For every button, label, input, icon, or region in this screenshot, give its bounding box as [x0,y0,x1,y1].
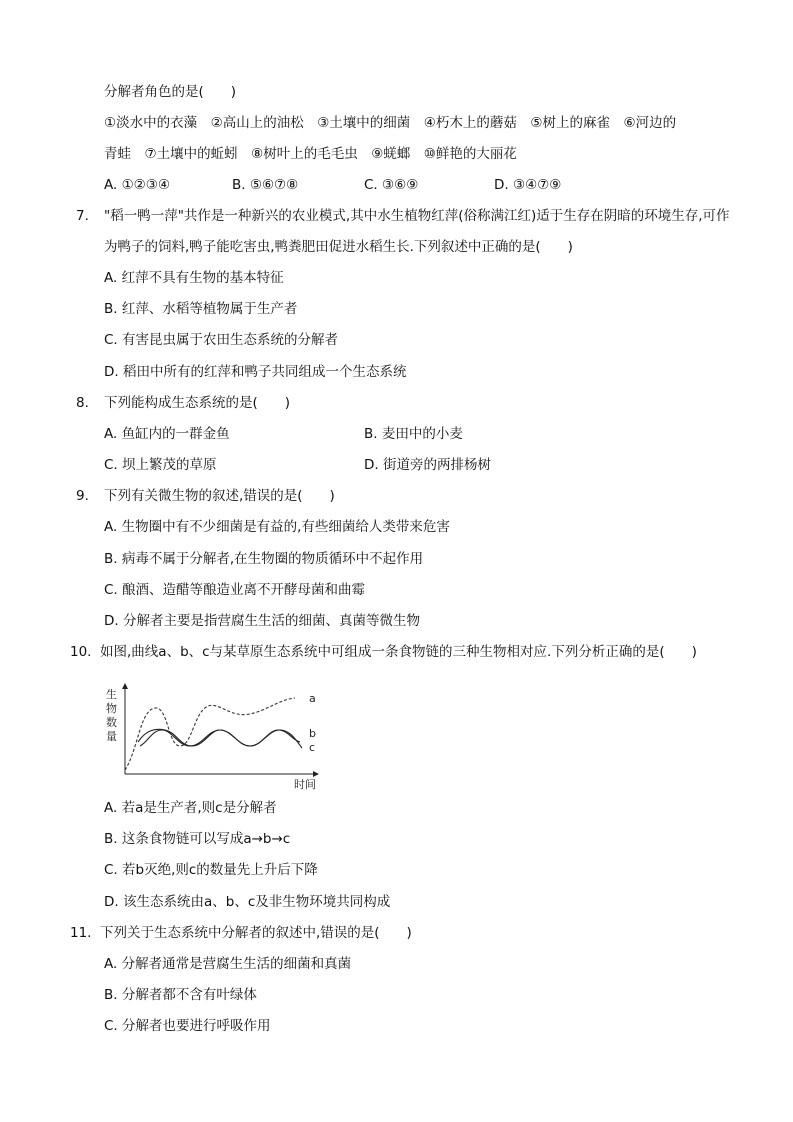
curve-b-label: b [309,727,316,740]
q8-stem: 下列能构成生态系统的是( ) [104,395,291,411]
q9-stem: 下列有关微生物的叙述,错误的是( ) [104,488,335,504]
q10-option-d[interactable]: D. 该生态系统由a、b、c及非生物环境共同构成 [104,894,391,910]
q7-stem-line1: "稻一鸭一萍"共作是一种新兴的农业模式,其中水生植物红萍(俗称满江红)适于生存在阴暗的环境生存,可作 [104,208,730,224]
q7-option-b[interactable]: B. 红萍、水稻等植物属于生产者 [104,301,298,317]
q8-number: 8. [76,395,89,411]
q8-option-b[interactable]: B. 麦田中的小麦 [364,426,463,442]
q6-option-a[interactable]: A. ①②③④ [104,177,170,193]
curve-a-label: a [309,692,316,705]
q11-number: 11. [70,925,92,941]
q6-items-line1: ①淡水中的衣藻 ②高山上的油松 ③土壤中的细菌 ④朽木上的蘑菇 ⑤树上的麻雀 ⑥河边的 [104,115,677,131]
q8-option-a[interactable]: A. 鱼缸内的一群金鱼 [104,426,230,442]
q6-option-c[interactable]: C. ③⑥⑨ [364,177,419,193]
q9-option-b[interactable]: B. 病毒不属于分解者,在生物圈的物质循环中不起作用 [104,551,424,567]
q11-stem: 下列关于生态系统中分解者的叙述中,错误的是( ) [100,925,412,941]
y-axis-label-1: 生 [106,688,117,701]
y-axis-label-4: 量 [106,730,117,743]
y-axis-label-2: 物 [106,702,117,715]
q9-option-a[interactable]: A. 生物圈中有不少细菌是有益的,有些细菌给人类带来危害 [104,519,450,535]
q11-option-c[interactable]: C. 分解者也要进行呼吸作用 [104,1018,271,1034]
q9-option-d[interactable]: D. 分解者主要是指营腐生生活的细菌、真菌等微生物 [104,613,420,629]
q10-option-a[interactable]: A. 若a是生产者,则c是分解者 [104,800,277,816]
x-axis-label: 时间 [294,778,316,791]
q9-number: 9. [76,488,89,504]
curve-b [138,729,300,746]
curve-c-label: c [309,741,316,754]
q7-option-c[interactable]: C. 有害昆虫属于农田生态系统的分解者 [104,332,339,348]
q7-option-d[interactable]: D. 稻田中所有的红萍和鸭子共同组成一个生态系统 [104,364,407,380]
q8-option-c[interactable]: C. 坝上繁茂的草原 [104,457,217,473]
q10-option-b[interactable]: B. 这条食物链可以写成a→b→c [104,831,291,847]
q11-option-a[interactable]: A. 分解者通常是营腐生生活的细菌和真菌 [104,956,352,972]
q10-stem: 如图,曲线a、b、c与某草原生态系统中可组成一条食物链的三种生物相对应.下列分析正确的是( ) [100,644,697,660]
q7-stem-line2: 为鸭子的饲料,鸭子能吃害虫,鸭粪肥田促进水稻生长.下列叙述中正确的是( ) [104,239,573,255]
population-curve-figure [100,680,330,792]
q6-option-d[interactable]: D. ③④⑦⑨ [494,177,562,193]
q6-option-b[interactable]: B. ⑤⑥⑦⑧ [232,177,299,193]
q10-number: 10. [70,644,92,660]
q7-number: 7. [76,208,89,224]
q8-option-d[interactable]: D. 街道旁的两排杨树 [364,457,491,473]
y-axis-label-3: 数 [106,716,117,729]
q10-option-c[interactable]: C. 若b灭绝,则c的数量先上升后下降 [104,862,318,878]
q11-option-b[interactable]: B. 分解者都不含有叶绿体 [104,987,257,1003]
q6-items-line2: 青蛙 ⑦土壤中的蚯蚓 ⑧树叶上的毛毛虫 ⑨蜣螂 ⑩鲜艳的大丽花 [104,146,517,162]
q7-option-a[interactable]: A. 红萍不具有生物的基本特征 [104,270,284,286]
q9-option-c[interactable]: C. 酿酒、造醋等酿造业离不开酵母菌和曲霉 [104,582,366,598]
q6-stem-tail: 分解者角色的是( ) [104,84,237,100]
curve-c [140,730,302,748]
